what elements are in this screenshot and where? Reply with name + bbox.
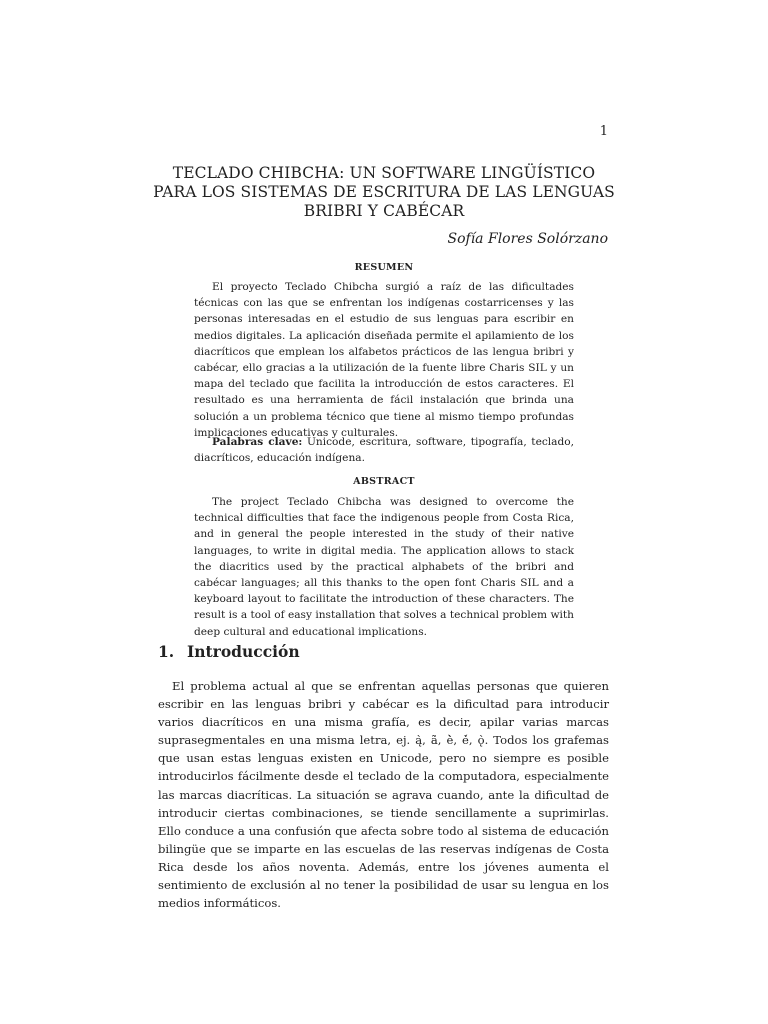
- introduccion-paragraph: El problema actual al que se enfrentan aquellas personas que quieren escribir en las lenguas bribri y cabécar es la dificultad para introducir varios diacríticos en una misma grafía, es decir, apilar varias marcas suprasegmentales en una misma letra, ej. ą̀, ã̀, è̀, é̀, ǫ̀. Todos los grafemas que usan estas lenguas existen en Unicode, pero no siempre es posible introducirlos fácilmente desde el teclado de la computadora, especialmente las marcas diacríticas. La situación se agrava cuando, ante la dificultad de introducir ciertas combinaciones, se tiende sencillamente a suprimirlas. Ello conduce a una confusión que afecta sobre todo al sistema de educación bilingüe que se imparte en las escuelas de las reservas indígenas de Costa Rica desde los años noventa. Además, entre los jóvenes aumenta el sentimiento de exclusión al no tener la posibilidad de usar su lengua en los medios informáticos.: [158, 679, 609, 911]
- section-number: 1.: [158, 642, 175, 661]
- abstract-heading: ABSTRACT: [353, 476, 415, 487]
- section-title: Introducción: [187, 642, 300, 661]
- keywords-text: Unicode, escritura, software, tipografía, teclado, diacríticos, educación indígena.: [194, 436, 574, 465]
- author-name: Sofía Flores Solórzano: [447, 231, 608, 247]
- resumen-text: El proyecto Teclado Chibcha surgió a raíz de las dificultades técnicas con las que se enfrentan los indígenas costarricenses y las personas interesadas en el estudio de sus lenguas para escribir en medios digitales. La aplicación diseñada permite el apilamiento de los diacríticos que emplean los alfabetos prácticos de las lengua bribri y cabécar, ello gracias a la utilización de la fuente libre Charis SIL y un mapa del teclado que facilita la introducción de estos caracteres. El resultado es una herramienta de fácil instalación que brinda una solución a un problema técnico que tiene al mismo tiempo profundas implicaciones educativas y culturales.: [194, 281, 574, 439]
- page-number: 1: [599, 124, 608, 139]
- paper-title: TECLADO CHIBCHA: UN SOFTWARE LINGÜÍSTICO PARA LOS SISTEMAS DE ESCRITURA DE LAS LENGUAS BRIBRI Y CABÉCAR: [153, 164, 615, 220]
- keywords-paragraph: [194, 434, 574, 466]
- section-heading-introduccion: [158, 642, 300, 661]
- keywords-label: Palabras clave:: [212, 436, 303, 448]
- resumen-heading: RESUMEN: [354, 262, 414, 273]
- abstract-text: The project Teclado Chibcha was designed to overcome the technical difficulties that face the indigenous people from Costa Rica, and in general the people interested in the study of their native languages, to write in digital media. The application allows to stack the diacritics used by the practical alphabets of the bribri and cabécar languages; all this thanks to the open font Charis SIL and a keyboard layout to facilitate the introduction of these characters. The result is a tool of easy installation that solves a technical problem with deep cultural and educational implications.: [194, 496, 574, 638]
